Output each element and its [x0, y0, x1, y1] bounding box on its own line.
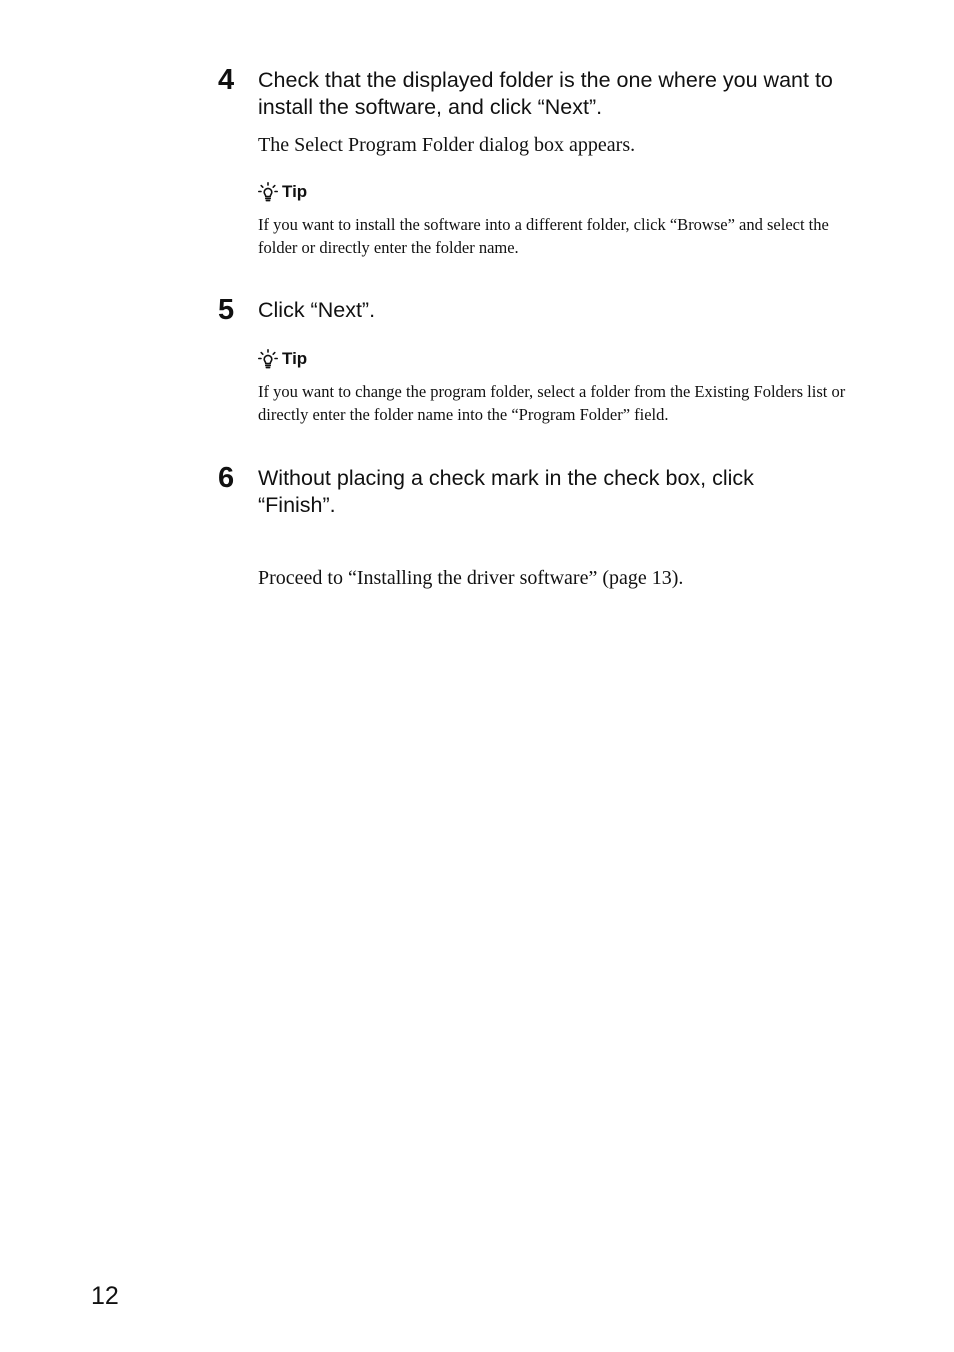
- lightbulb-icon: [258, 349, 278, 369]
- step-body: The Select Program Folder dialog box appears.: [258, 134, 636, 156]
- tip-label-text: Tip: [282, 349, 308, 368]
- tip-body: If you want to change the program folder, select a folder from the Existing Folders list or directly enter the folder name into the “Program Folder” field.: [258, 382, 846, 424]
- tip-body: If you want to install the software into a different folder, click “Browse” and select the folder or directly enter the folder name.: [258, 215, 829, 257]
- step-heading: Without placing a check mark in the check box, click “Finish”.: [258, 466, 754, 517]
- step-number: 4: [218, 64, 235, 96]
- proceed-text: Proceed to “Installing the driver software” (page 13).: [258, 567, 684, 589]
- page-number: 12: [91, 1282, 119, 1310]
- tip-label-text: Tip: [282, 182, 308, 201]
- step-heading: Check that the displayed folder is the one where you want to install the software, and click “Next”.: [258, 68, 833, 119]
- tip-label: [258, 348, 458, 370]
- lightbulb-icon: [258, 182, 278, 202]
- step-number: 6: [218, 462, 235, 494]
- tip-label: [258, 181, 458, 203]
- step-heading: Click “Next”.: [258, 298, 376, 322]
- step-number: 5: [218, 294, 235, 326]
